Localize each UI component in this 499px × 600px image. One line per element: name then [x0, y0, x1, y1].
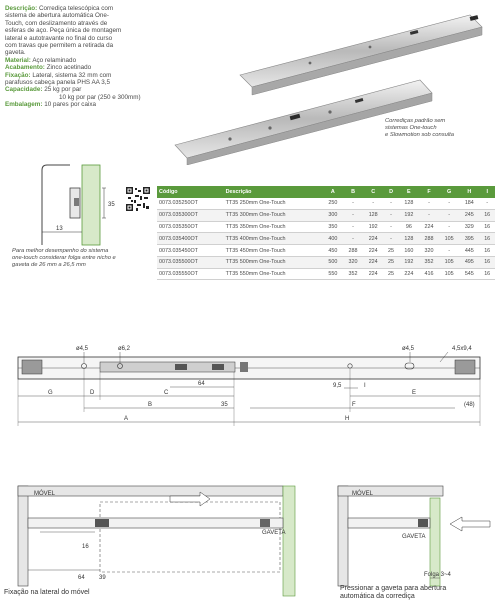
table-cell: -	[383, 209, 399, 221]
product-table	[157, 186, 495, 280]
table-cell: 25	[383, 256, 399, 268]
side-caption: Para melhor desempenho do sistema one-touch considerar folga entre nicho e gaveta de 26 mm a 26,5 mm	[12, 248, 116, 268]
table-row	[157, 268, 495, 280]
table-cell: 16	[479, 233, 495, 245]
header-cell: Descrição	[224, 186, 323, 198]
table-cell: 250	[323, 198, 343, 209]
table-cell: 0073.035400OT	[157, 233, 224, 245]
description-line: sistema de abertura automática One-	[5, 12, 109, 20]
dim-64: 64	[198, 381, 205, 387]
table-cell: TT35 400mm One-Touch	[224, 233, 323, 245]
table-cell: 224	[363, 245, 383, 257]
header-cell: I	[479, 186, 495, 198]
capacity-label: Capacidade:	[5, 86, 43, 94]
table-cell: 224	[363, 268, 383, 280]
table-header-row	[157, 186, 495, 198]
table-cell: -	[383, 198, 399, 209]
table-cell: -	[439, 209, 459, 221]
table-cell: 320	[343, 256, 363, 268]
table-cell: 25	[383, 245, 399, 257]
dim-64: 64	[78, 575, 85, 581]
install-caption-2b: automática da corrediça	[340, 593, 415, 600]
hole-dia-3: ø4,5	[402, 346, 415, 352]
install-caption-1: Fixação na lateral do móvel	[4, 589, 90, 596]
table-cell: 0073.035300OT	[157, 209, 224, 221]
header-cell: H	[459, 186, 479, 198]
dim-i: I	[364, 383, 366, 389]
installation-drawing-push	[330, 478, 499, 600]
description-line: Touch, com deslizamento através de	[5, 19, 108, 27]
table-cell: -	[439, 245, 459, 257]
table-cell: -	[343, 209, 363, 221]
fixing-value-cont: parafusos cabeça panela PHS AA 3,5	[5, 79, 111, 87]
fixing-label: Fixação:	[5, 71, 31, 79]
table-cell: TT35 300mm One-Touch	[224, 209, 323, 221]
table-cell: 400	[323, 233, 343, 245]
table-cell: 245	[459, 209, 479, 221]
table-cell: -	[419, 198, 439, 209]
header-cell: Código	[157, 186, 224, 198]
dim-39: 39	[99, 575, 106, 581]
table-cell: -	[479, 198, 495, 209]
table-cell: -	[363, 198, 383, 209]
table-cell: 224	[399, 268, 419, 280]
header-cell: A	[323, 186, 343, 198]
packaging-label: Embalagem:	[5, 101, 43, 109]
table-cell: -	[343, 233, 363, 245]
dim-g: G	[48, 390, 53, 396]
table-row	[157, 233, 495, 245]
table-cell: 192	[399, 256, 419, 268]
table-cell: 25	[383, 268, 399, 280]
table-cell: 500	[323, 256, 343, 268]
table-cell: 224	[363, 256, 383, 268]
table-cell: -	[343, 221, 363, 233]
header-cell: F	[419, 186, 439, 198]
finish-value: Zinco acetinado	[46, 64, 92, 72]
side-section-drawing	[20, 160, 125, 250]
table-cell: TT35 250mm One-Touch	[224, 198, 323, 209]
height-dimension: 35	[108, 202, 115, 208]
table-cell: 0073.035250OT	[157, 198, 224, 209]
fixing-value: Lateral, sistema 32 mm com	[32, 71, 112, 79]
table-cell: 395	[459, 233, 479, 245]
table-cell: 128	[399, 198, 419, 209]
depth-dimension: 13	[56, 226, 63, 232]
table-cell: 416	[419, 268, 439, 280]
dim-16: 16	[82, 544, 89, 550]
table-cell: -	[439, 198, 459, 209]
dim-f: F	[352, 402, 356, 408]
header-cell: C	[363, 186, 383, 198]
table-cell: 105	[439, 256, 459, 268]
header-cell: G	[439, 186, 459, 198]
drawer-label: GAVETA	[402, 534, 426, 540]
table-cell: 16	[479, 209, 495, 221]
photo-caption: Corrediças padrão sem sistemas One-touch e Slowmotion sob consulta	[385, 118, 454, 138]
table-cell: -	[383, 233, 399, 245]
slide-dimension-drawing	[0, 340, 499, 440]
table-cell: 0073.035450OT	[157, 245, 224, 257]
header-cell: D	[383, 186, 399, 198]
header-cell: B	[343, 186, 363, 198]
table-cell: 352	[419, 256, 439, 268]
cabinet-label: MÓVEL	[34, 491, 56, 497]
table-cell: 224	[363, 233, 383, 245]
table-cell: 16	[479, 256, 495, 268]
dim-9-5: 9,5	[333, 383, 342, 389]
table-cell: 105	[439, 268, 459, 280]
description-line: Corrediça telescópica com	[38, 5, 114, 12]
table-cell: 288	[419, 233, 439, 245]
table-cell: 0073.035350OT	[157, 221, 224, 233]
table-cell: TT35 450mm One-Touch	[224, 245, 323, 257]
table-row	[157, 245, 495, 257]
table-cell: 105	[439, 233, 459, 245]
table-cell: 329	[459, 221, 479, 233]
table-cell: -	[419, 209, 439, 221]
drawer-slides-photo	[170, 5, 495, 165]
dim-48: (48)	[464, 402, 475, 408]
dim-b: B	[148, 402, 153, 408]
clearance-label: Folga 3~4	[424, 572, 451, 578]
table-cell: TT35 550mm One-Touch	[224, 268, 323, 280]
table-cell: 16	[479, 245, 495, 257]
table-cell: 192	[399, 209, 419, 221]
hole-dia-1: ø4,5	[76, 346, 89, 352]
qr-code[interactable]	[125, 186, 151, 212]
table-cell: 288	[343, 245, 363, 257]
table-row	[157, 209, 495, 221]
table-cell: -	[383, 221, 399, 233]
table-cell: TT35 350mm One-Touch	[224, 221, 323, 233]
capacity-value: 25 kg por par	[44, 86, 82, 94]
table-cell: 184	[459, 198, 479, 209]
description-line: com travas que permitem a retirada da	[5, 42, 114, 50]
description-label: Descrição:	[5, 5, 38, 12]
dim-a: A	[124, 416, 129, 422]
table-row	[157, 256, 495, 268]
table-cell: 128	[399, 233, 419, 245]
finish-label: Acabamento:	[5, 64, 45, 72]
dim-c: C	[164, 390, 169, 396]
cabinet-label: MÓVEL	[352, 491, 374, 497]
table-cell: 450	[323, 245, 343, 257]
table-cell: 16	[479, 268, 495, 280]
table-cell: 495	[459, 256, 479, 268]
table-cell: 160	[399, 245, 419, 257]
description-line: lateral e autotravante no final do curso	[5, 34, 113, 42]
table-cell: -	[343, 198, 363, 209]
slot-size: 4,5x9,4	[452, 346, 472, 352]
table-cell: 96	[399, 221, 419, 233]
install-caption-2: Pressionar a gaveta para abertura	[340, 585, 447, 592]
description-line: esferas de aço. Peça única de montagem	[5, 27, 122, 35]
table-cell: 445	[459, 245, 479, 257]
specifications-block	[5, 5, 170, 109]
table-cell: 128	[363, 209, 383, 221]
installation-drawing-side	[0, 478, 300, 600]
table-row	[157, 198, 495, 209]
hole-dia-2: ø6,2	[118, 346, 131, 352]
table-cell: TT35 500mm One-Touch	[224, 256, 323, 268]
drawer-label: GAVETA	[262, 530, 286, 536]
table-cell: 192	[363, 221, 383, 233]
dim-35: 35	[221, 402, 228, 408]
table-cell: 550	[323, 268, 343, 280]
dim-d: D	[90, 390, 95, 396]
description-line: gaveta.	[5, 49, 26, 57]
capacity-value-cont: 10 kg por par (250 e 300mm)	[59, 93, 141, 101]
table-cell: 545	[459, 268, 479, 280]
header-cell: E	[399, 186, 419, 198]
table-cell: 320	[419, 245, 439, 257]
table-cell: 16	[479, 221, 495, 233]
table-row	[157, 221, 495, 233]
packaging-value: 10 pares por caixa	[44, 101, 97, 109]
table-cell: 224	[419, 221, 439, 233]
material-value: Aço relaminado	[32, 56, 77, 64]
table-cell: 300	[323, 209, 343, 221]
dim-h: H	[345, 416, 350, 422]
table-cell: 0073.035500OT	[157, 256, 224, 268]
table-cell: 0073.035550OT	[157, 268, 224, 280]
table-cell: -	[439, 221, 459, 233]
material-label: Material:	[5, 56, 31, 64]
table-cell: 352	[343, 268, 363, 280]
dim-e: E	[412, 390, 417, 396]
table-cell: 350	[323, 221, 343, 233]
